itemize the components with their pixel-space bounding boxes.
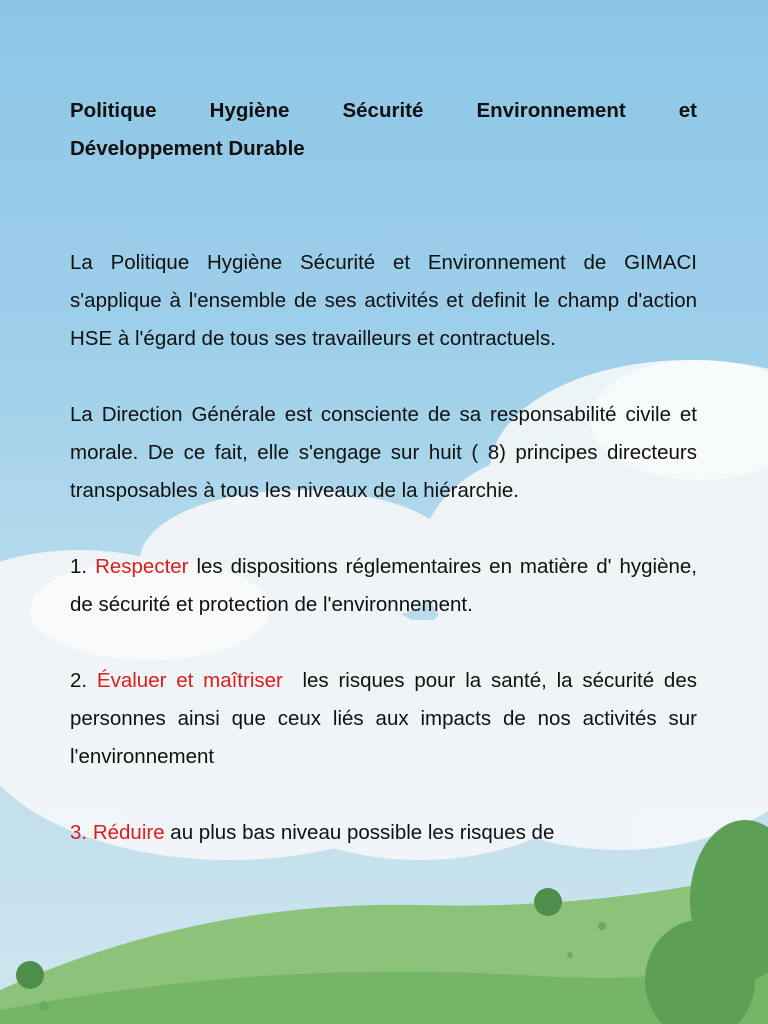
title-line-2: Développement Durable bbox=[70, 137, 305, 160]
principle-keyword: Réduire bbox=[92, 821, 165, 844]
principle-1 bbox=[70, 548, 697, 624]
title-word: Politique bbox=[70, 99, 157, 122]
principle-2 bbox=[70, 662, 703, 776]
principle-text: les dispositions réglementaires en matière d' hygiène, de sécurité et protection de l'environnement. bbox=[70, 555, 697, 616]
principle-text: au plus bas niveau possible les risques de bbox=[164, 821, 555, 844]
document-title bbox=[70, 92, 697, 168]
commitment-paragraph: La Direction Générale est consciente de sa responsabilité civile et morale. De ce fait, elle s'engage sur huit ( 8) principes directeurs transposables à tous les niveaux de la hiérarchie. bbox=[70, 403, 697, 502]
intro-paragraph: La Politique Hygiène Sécurité et Environnement de GIMACI s'applique à l'ensemble de ses activités et definit le champ d'action HSE à l'égard de tous ses travailleurs et contractuels. bbox=[70, 251, 697, 350]
principle-keyword: Respecter bbox=[95, 555, 189, 578]
principle-number: 3. bbox=[70, 821, 88, 844]
principle-number: 2. bbox=[70, 669, 88, 692]
principle-number: 1. bbox=[70, 555, 88, 578]
principle-text: les risques pour la santé, la sécurité des personnes ainsi que ceux liés aux impacts de nos activités sur l'environnement bbox=[70, 669, 703, 768]
title-word: Environnement bbox=[476, 99, 626, 122]
document-body bbox=[70, 92, 703, 852]
title-word: Hygiène bbox=[209, 99, 290, 122]
title-line-1 bbox=[70, 92, 697, 130]
principle-3 bbox=[70, 814, 697, 852]
title-word: Sécurité bbox=[342, 99, 424, 122]
principle-keyword: Évaluer et maîtriser bbox=[96, 669, 283, 692]
title-word: et bbox=[678, 99, 697, 122]
